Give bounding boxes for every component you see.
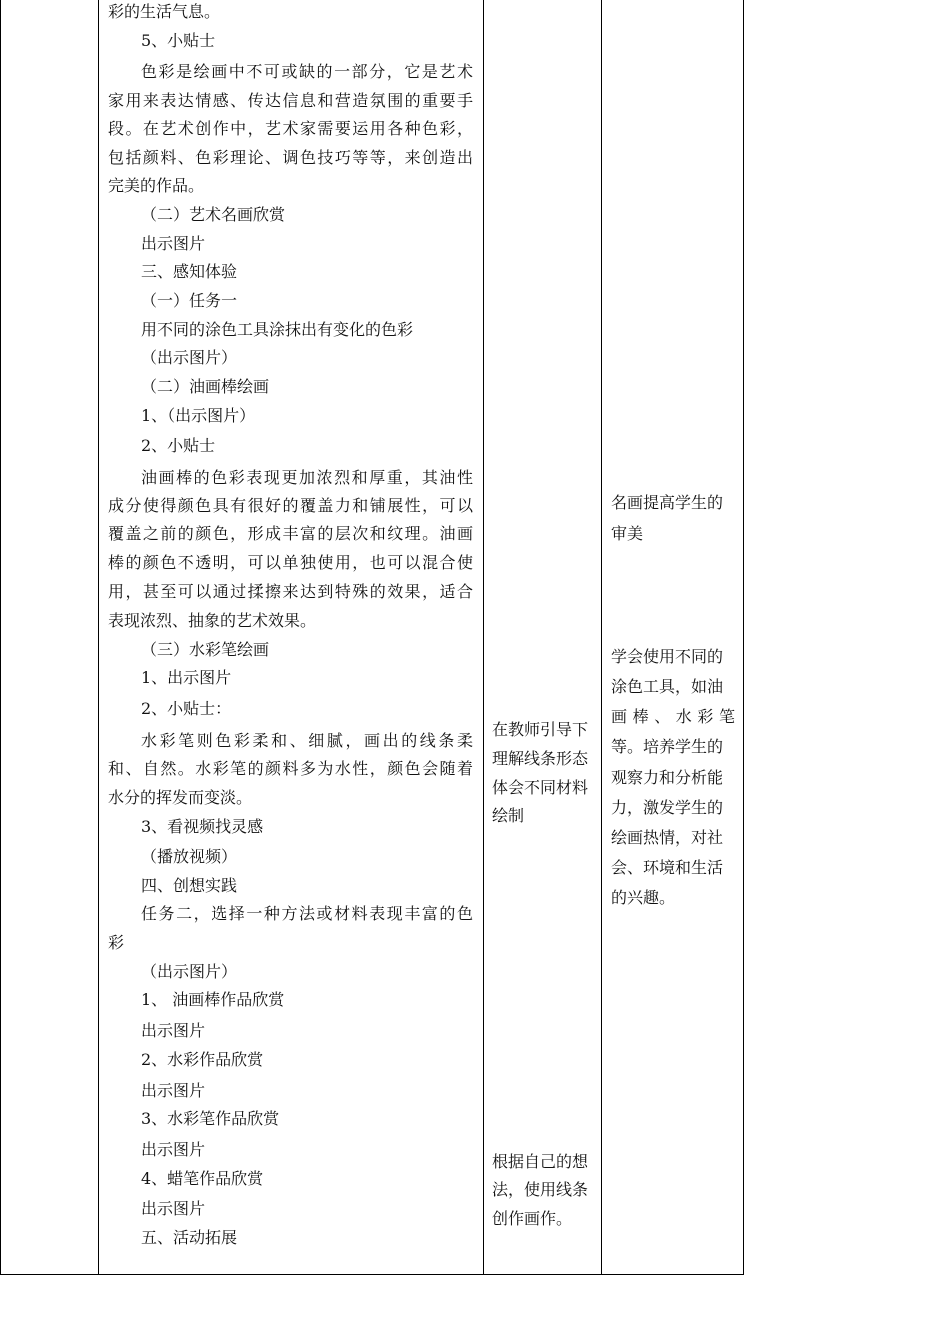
content-line: 用，甚至可以通过揉擦来达到特殊的效果，适合 bbox=[108, 582, 473, 601]
student-line: 法，使用线条 bbox=[492, 1180, 589, 1199]
content-line: 表现浓烈、抽象的艺术效果。 bbox=[108, 611, 317, 630]
content-line: 2、水彩作品欣赏 bbox=[141, 1050, 264, 1069]
content-line: （三）水彩笔绘画 bbox=[141, 640, 270, 659]
content-line: 彩的生活气息。 bbox=[108, 2, 221, 21]
intent-line: 学会使用不同的 bbox=[611, 647, 724, 666]
table-border-bottom bbox=[0, 1274, 744, 1275]
content-line: 成分使得颜色具有很好的覆盖力和铺展性，可以 bbox=[108, 496, 473, 515]
student-line: 在教师引导下 bbox=[492, 720, 589, 739]
content-line: 3、水彩笔作品欣赏 bbox=[141, 1109, 280, 1128]
content-line: （出示图片） bbox=[141, 348, 238, 367]
content-line: 色彩是绘画中不可或缺的一部分，它是艺术 bbox=[141, 62, 473, 81]
content-line: 五、活动拓展 bbox=[141, 1228, 238, 1247]
content-line: 3、看视频找灵感 bbox=[141, 817, 264, 836]
intent-line: 力，激发学生的 bbox=[611, 798, 724, 817]
content-line: 2、小贴士 bbox=[141, 436, 216, 455]
content-line: 三、感知体验 bbox=[141, 262, 238, 281]
content-line: （二）艺术名画欣赏 bbox=[141, 205, 286, 224]
table-border-right bbox=[743, 0, 744, 1275]
content-line: 覆盖之前的颜色，形成丰富的层次和纹理。油画 bbox=[108, 524, 473, 543]
content-line: 5、小贴士 bbox=[141, 31, 216, 50]
content-line: 1、（出示图片） bbox=[141, 406, 256, 425]
table-border-left bbox=[0, 0, 1, 1275]
content-line: 出示图片 bbox=[141, 234, 206, 253]
student-line: 绘制 bbox=[492, 806, 525, 825]
intent-line: 会、环境和生活 bbox=[611, 858, 724, 877]
intent-line: 绘画热情，对社 bbox=[611, 828, 724, 847]
content-line: 完美的作品。 bbox=[108, 176, 205, 195]
intent-line: 名画提高学生的 bbox=[611, 493, 724, 512]
content-line: 棒的颜色不透明，可以单独使用，也可以混合使 bbox=[108, 553, 473, 572]
content-line: 油画棒的色彩表现更加浓烈和厚重，其油性 bbox=[141, 468, 473, 487]
intent-line: 等。培养学生的 bbox=[611, 737, 724, 756]
content-line: 1、出示图片 bbox=[141, 668, 232, 687]
content-line: 家用来表达情感、传达信息和营造氛围的重要手 bbox=[108, 91, 473, 110]
content-line: 包括颜料、色彩理论、调色技巧等等，来创造出 bbox=[108, 148, 473, 167]
content-line: 段。在艺术创作中，艺术家需要运用各种色彩， bbox=[108, 119, 473, 138]
intent-line: 观察力和分析能 bbox=[611, 768, 724, 787]
student-line: 创作画作。 bbox=[492, 1209, 573, 1228]
content-line: 和、自然。水彩笔的颜料多为水性，颜色会随着 bbox=[108, 759, 473, 778]
content-line: 1、 油画棒作品欣赏 bbox=[141, 990, 285, 1009]
column-divider-1 bbox=[98, 0, 99, 1275]
content-line: 出示图片 bbox=[141, 1140, 206, 1159]
column-divider-2 bbox=[483, 0, 484, 1275]
student-line: 体会不同材料 bbox=[492, 778, 589, 797]
content-line: 4、蜡笔作品欣赏 bbox=[141, 1169, 264, 1188]
content-line: 水彩笔则色彩柔和、细腻，画出的线条柔 bbox=[141, 731, 473, 750]
content-line: 彩 bbox=[108, 933, 125, 952]
content-line: 2、小贴士： bbox=[141, 699, 232, 718]
student-line: 理解线条形态 bbox=[492, 749, 589, 768]
content-line: 任务二，选择一种方法或材料表现丰富的色 bbox=[141, 904, 473, 923]
content-line: 出示图片 bbox=[141, 1081, 206, 1100]
content-line: （出示图片） bbox=[141, 962, 238, 981]
content-line: （二）油画棒绘画 bbox=[141, 377, 270, 396]
column-divider-3 bbox=[601, 0, 602, 1275]
content-line: 四、创想实践 bbox=[141, 876, 238, 895]
content-line: 出示图片 bbox=[141, 1021, 206, 1040]
content-line: （一）任务一 bbox=[141, 291, 238, 310]
content-line: （播放视频） bbox=[141, 847, 238, 866]
content-line: 水分的挥发而变淡。 bbox=[108, 788, 253, 807]
content-line: 出示图片 bbox=[141, 1199, 206, 1218]
intent-line: 涂色工具，如油 bbox=[611, 677, 724, 696]
intent-line: 的兴趣。 bbox=[611, 888, 676, 907]
intent-line: 画棒、水彩笔 bbox=[611, 707, 735, 726]
intent-line: 审美 bbox=[611, 524, 644, 543]
content-line: 用不同的涂色工具涂抹出有变化的色彩 bbox=[141, 320, 414, 339]
student-line: 根据自己的想 bbox=[492, 1152, 589, 1171]
